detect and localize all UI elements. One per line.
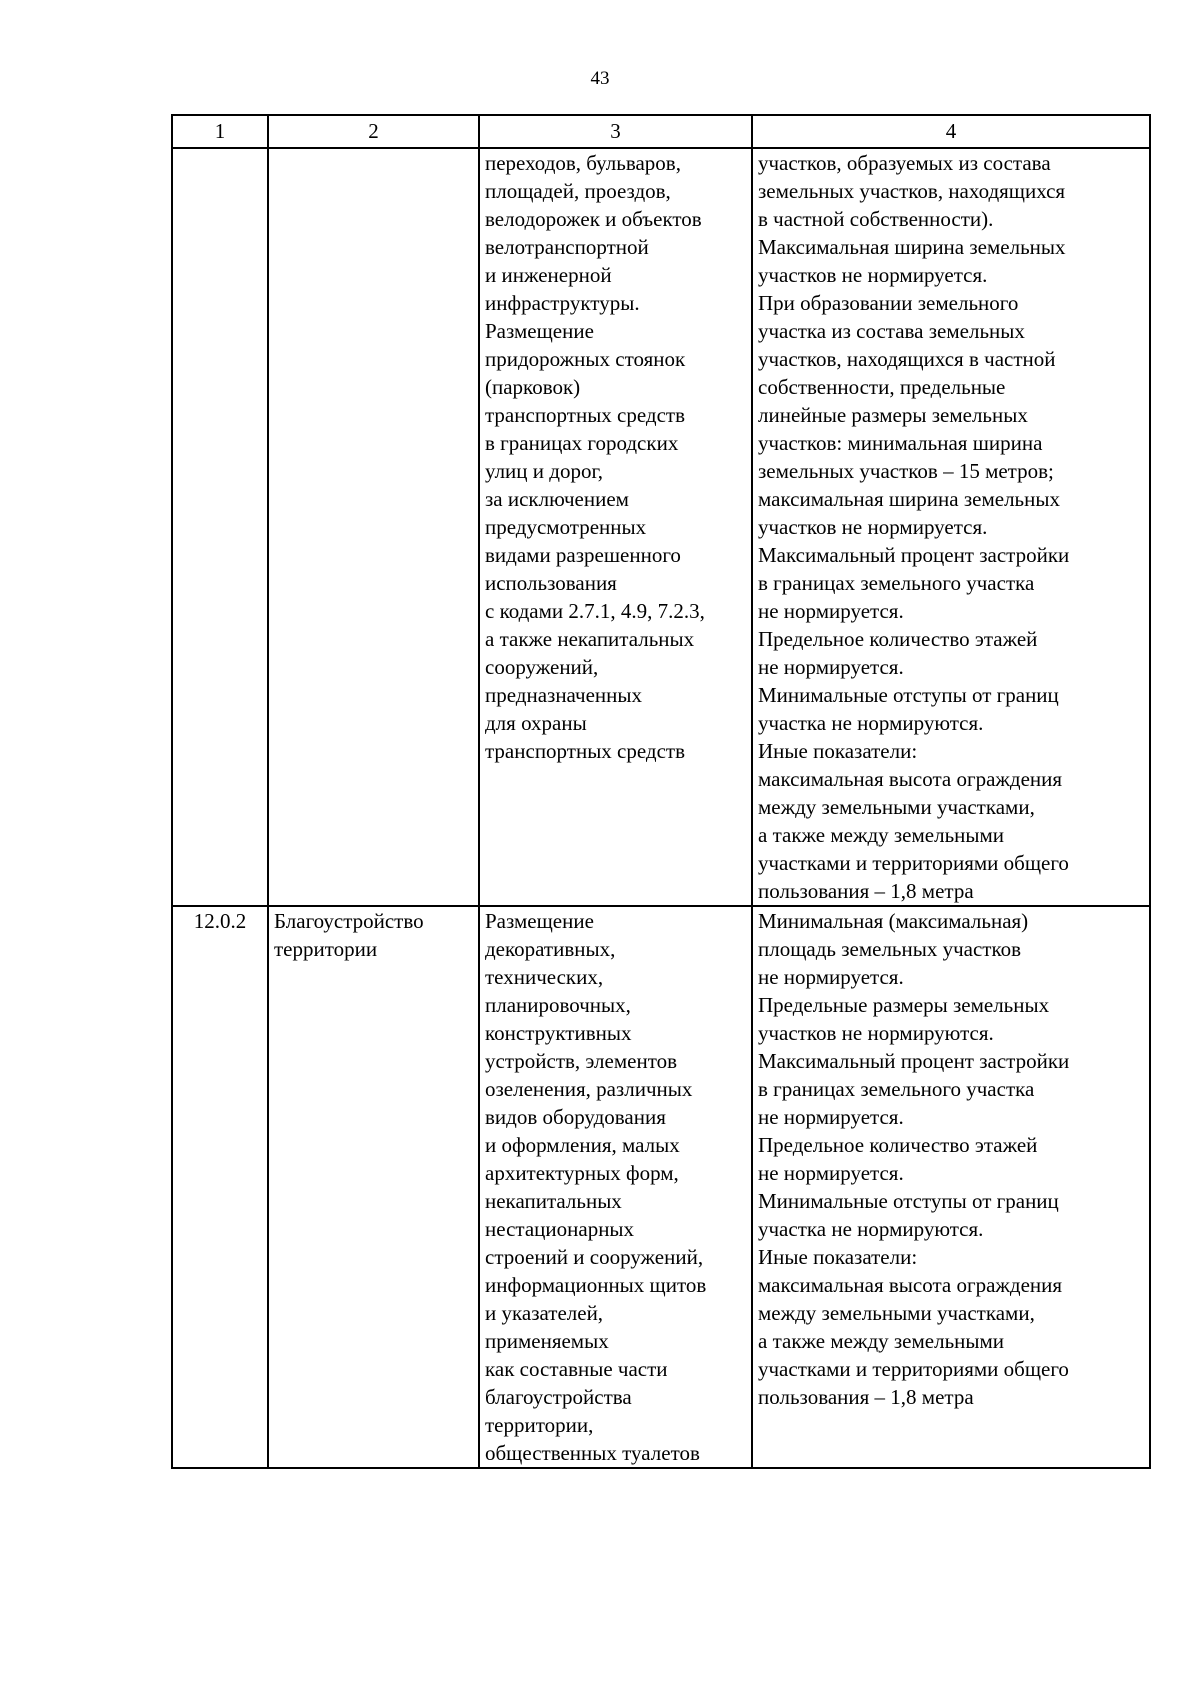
row-description-line: некапитальных [485,1189,622,1213]
row-description-line: благоустройства [485,1385,632,1409]
row-code: 12.0.2 [193,909,247,933]
row-description-line: озеленения, различных [485,1077,693,1101]
row-parameters-line: земельных участков – 15 метров; [758,459,1054,483]
row-parameters-line: участка не нормируются. [758,1217,984,1241]
row-parameters-line: максимальная ширина земельных [758,487,1060,511]
row-description-line: инфраструктуры. [485,291,640,315]
row-parameters-line: пользования – 1,8 метра [758,1385,974,1409]
row-description-line: видов оборудования [485,1105,666,1129]
row-description-cell [479,148,752,906]
row-parameters-line: участками и территориями общего [758,1357,1069,1381]
row-description-line: Размещение [485,319,594,343]
row-parameters-line: не нормируется. [758,1105,904,1129]
row-parameters-line: При образовании земельного [758,291,1019,315]
row-parameters-line: собственности, предельные [758,375,1006,399]
row-parameters-line: Предельные размеры земельных [758,993,1050,1017]
row-parameters-line: земельных участков, находящихся [758,179,1066,203]
table-header-row [172,115,1150,148]
row-description-line: планировочных, [485,993,631,1017]
row-description-line: использования [485,571,617,595]
row-parameters-line: а также между земельными [758,823,1005,847]
row-parameters-line: участков, находящихся в частной [758,347,1056,371]
column-header-2: 2 [268,115,479,148]
row-description-line: транспортных средств [485,739,686,763]
row-parameters-line: а также между земельными [758,1329,1005,1353]
row-parameters-line: не нормируется. [758,655,904,679]
row-name-line: территории [274,937,378,961]
row-description-line: декоративных, [485,937,616,961]
row-description-line: (парковок) [485,375,581,399]
row-parameters-line: Максимальный процент застройки [758,1049,1070,1073]
row-description-line: строений и сооружений, [485,1245,704,1269]
row-parameters-line: Максимальный процент застройки [758,543,1070,567]
row-parameters-line: максимальная высота ограждения [758,1273,1063,1297]
row-description-line: применяемых [485,1329,609,1353]
row-parameters-line: участков, образуемых из состава [758,151,1051,175]
row-parameters-line: в границах земельного участка [758,1077,1035,1101]
row-parameters-line: не нормируется. [758,965,904,989]
row-parameters-line: участками и территориями общего [758,851,1069,875]
row-parameters-line: пользования – 1,8 метра [758,879,974,903]
row-description-line: технических, [485,965,604,989]
row-code-cell [172,148,268,906]
page-number: 43 [590,68,610,89]
column-header-1: 1 [172,115,268,148]
row-parameters-line: между земельными участками, [758,795,1035,819]
row-parameters-line: Предельное количество этажей [758,627,1038,651]
row-parameters-line: участка из состава земельных [758,319,1025,343]
row-parameters-line: участков: минимальная ширина [758,431,1043,455]
row-description-line: и оформления, малых [485,1133,680,1157]
row-description-line: придорожных стоянок [485,347,686,371]
row-description-line: видами разрешенного [485,543,681,567]
row-parameters-line: Минимальная (максимальная) [758,909,1029,933]
row-description-line: конструктивных [485,1021,632,1045]
row-description-line: велодорожек и объектов [485,207,702,231]
row-description-line: архитектурных форм, [485,1161,679,1185]
row-parameters-line: площадь земельных участков [758,937,1022,961]
row-parameters-line: Минимальные отступы от границ [758,1189,1059,1213]
row-parameters-cell [752,148,1150,906]
row-description-line: и инженерной [485,263,612,287]
row-parameters-line: в частной собственности). [758,207,994,231]
column-header-4: 4 [752,115,1150,148]
row-description-line: а также некапитальных [485,627,695,651]
row-name-cell [268,906,479,1468]
row-parameters-line: участков не нормируется. [758,263,988,287]
column-header-3: 3 [479,115,752,148]
row-description-line: территории, [485,1413,594,1437]
row-description-line: Размещение [485,909,594,933]
row-name-line: Благоустройство [274,909,424,933]
row-description-line: переходов, бульваров, [485,151,681,175]
table-body [172,148,1150,1468]
row-parameters-line: не нормируется. [758,1161,904,1185]
row-description-line: для охраны [485,711,587,735]
row-parameters-line: не нормируется. [758,599,904,623]
table-row [172,148,1150,906]
regulations-table [171,114,1151,1469]
row-parameters-line: Иные показатели: [758,1245,918,1269]
row-description-cell [479,906,752,1468]
row-description-line: в границах городских [485,431,679,455]
row-description-line: как составные части [485,1357,668,1381]
row-parameters-cell [752,906,1150,1468]
row-description-line: площадей, проездов, [485,179,671,203]
row-parameters-line: Максимальная ширина земельных [758,235,1066,259]
row-parameters-line: Иные показатели: [758,739,918,763]
row-description-line: предназначенных [485,683,643,707]
row-description-line: информационных щитов [485,1273,707,1297]
row-parameters-line: линейные размеры земельных [758,403,1028,427]
row-parameters-line: Минимальные отступы от границ [758,683,1059,707]
row-description-line: устройств, элементов [485,1049,678,1073]
row-description-line: сооружений, [485,655,599,679]
row-description-line: с кодами 2.7.1, 4.9, 7.2.3, [485,599,705,623]
row-name-cell [268,148,479,906]
row-description-line: общественных туалетов [485,1441,700,1465]
row-code-cell [172,906,268,1468]
row-parameters-line: Предельное количество этажей [758,1133,1038,1157]
row-parameters-line: участков не нормируются. [758,1021,994,1045]
row-description-line: за исключением [485,487,629,511]
row-description-line: нестационарных [485,1217,635,1241]
row-parameters-line: максимальная высота ограждения [758,767,1063,791]
row-description-line: улиц и дорог, [485,459,603,483]
table-row [172,906,1150,1468]
row-parameters-line: участков не нормируется. [758,515,988,539]
row-description-line: и указателей, [485,1301,604,1325]
row-parameters-line: между земельными участками, [758,1301,1035,1325]
row-description-line: предусмотренных [485,515,647,539]
row-description-line: транспортных средств [485,403,686,427]
row-parameters-line: в границах земельного участка [758,571,1035,595]
row-description-line: велотранспортной [485,235,649,259]
row-parameters-line: участка не нормируются. [758,711,984,735]
